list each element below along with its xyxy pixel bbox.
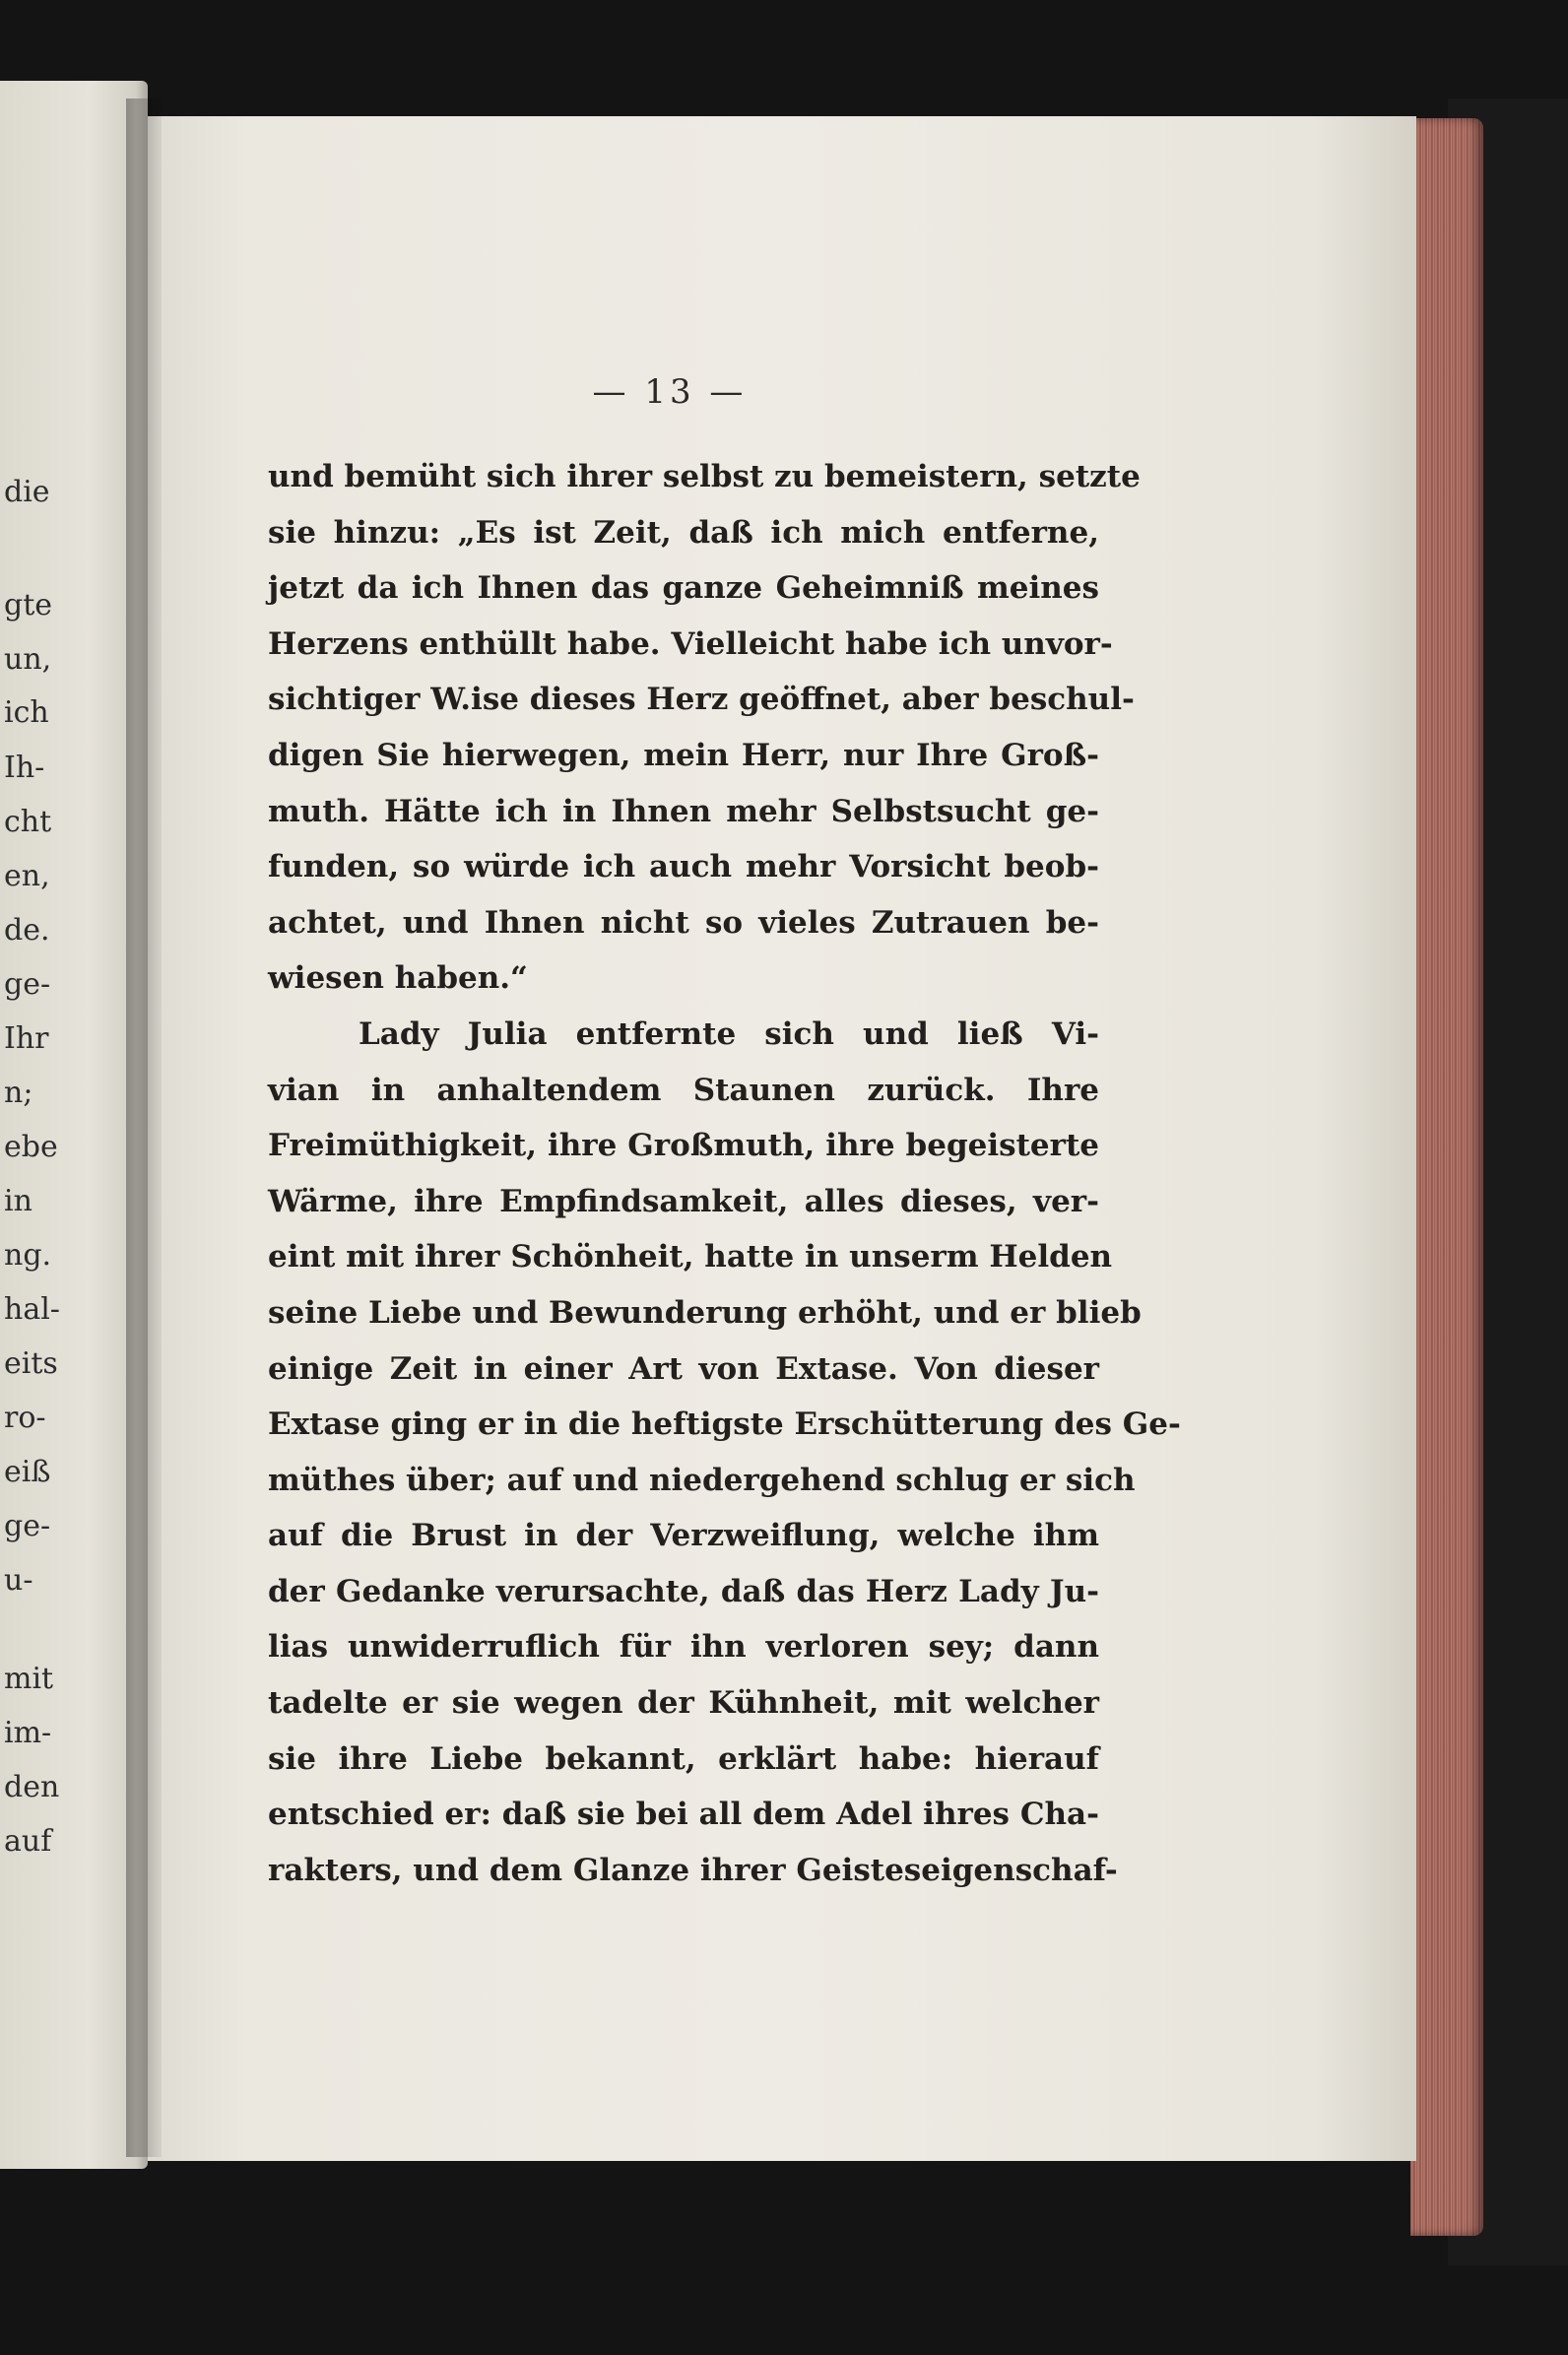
text-line: müthes über; auf und niedergehend schlug er sich — [268, 1462, 1136, 1498]
text-line: der Gedanke verursachte, daß das Herz Lady Ju- — [268, 1573, 1099, 1609]
text-line: jetzt da ich Ihnen das ganze Geheimniß meines — [268, 570, 1099, 607]
margin-fragment: ro- — [4, 1401, 46, 1435]
margin-fragment: mit — [4, 1662, 54, 1696]
margin-fragment: den — [4, 1770, 60, 1804]
text-line: lias unwiderruflich für ihn verloren sey; dann — [268, 1629, 1099, 1666]
margin-fragment: die — [4, 475, 50, 509]
text-line: Lady Julia entfernte sich und ließ Vi- — [359, 1015, 1099, 1052]
text-line: auf die Brust in der Verzweiflung, welche ihm — [268, 1518, 1099, 1554]
margin-fragment: ich — [4, 695, 49, 730]
text-line: und bemüht sich ihrer selbst zu bemeistern, setzte — [268, 459, 1141, 494]
text-line: tadelte er sie wegen der Kühnheit, mit welcher — [268, 1685, 1099, 1722]
text-line: Extase ging er in die heftigste Erschütterung des Ge- — [268, 1406, 1181, 1443]
text-line: sie ihre Liebe bekannt, erklärt habe: hierauf — [268, 1740, 1099, 1777]
text-line: vian in anhaltendem Staunen zurück. Ihre — [268, 1072, 1099, 1108]
margin-fragment: auf — [4, 1824, 52, 1859]
text-line: digen Sie hierwegen, mein Herr, nur Ihre Groß- — [268, 737, 1099, 773]
text-line: Wärme, ihre Empfindsamkeit, alles dieses, ver- — [268, 1183, 1099, 1219]
margin-fragment: Ih- — [4, 751, 45, 785]
text-line: funden, so würde ich auch mehr Vorsicht beob- — [268, 849, 1099, 885]
margin-fragment: ge- — [4, 967, 51, 1002]
margin-fragment: u- — [4, 1563, 33, 1598]
margin-fragment: un, — [4, 642, 52, 677]
text-line: entschied er: daß sie bei all dem Adel ihres Cha- — [268, 1797, 1099, 1833]
margin-fragment: en, — [4, 859, 50, 893]
margin-fragment: gte — [4, 588, 53, 622]
margin-fragment: eiß — [4, 1455, 51, 1489]
gutter-shadow — [126, 98, 162, 2157]
text-line: sie hinzu: „Es ist Zeit, daß ich mich entferne, — [268, 514, 1099, 551]
text-line: achtet, und Ihnen nicht so vieles Zutrauen be- — [268, 904, 1099, 941]
text-line: muth. Hätte ich in Ihnen mehr Selbstsucht ge- — [268, 793, 1099, 829]
margin-fragment: ge- — [4, 1509, 51, 1543]
text-line: rakters, und dem Glanze ihrer Geisteseigenschaf- — [268, 1852, 1118, 1888]
text-line: einige Zeit in einer Art von Extase. Von dieser — [268, 1350, 1099, 1387]
text-line: Freimüthigkeit, ihre Großmuth, ihre begeisterte — [268, 1128, 1099, 1164]
text-line: Herzens enthüllt habe. Vielleicht habe ich unvor- — [268, 625, 1113, 662]
text-line: wiesen haben.“ — [268, 960, 528, 997]
text-line: eint mit ihrer Schönheit, hatte in unserm Helden — [268, 1239, 1113, 1276]
margin-fragment: n; — [4, 1076, 33, 1110]
margin-fragment: im- — [4, 1716, 52, 1750]
page-block-edge — [1410, 118, 1483, 2236]
margin-fragment: de. — [4, 913, 50, 948]
text-line: seine Liebe und Bewunderung erhöht, und er blieb — [268, 1294, 1142, 1331]
page-number-header: — 13 — — [592, 372, 748, 412]
margin-fragment: ebe — [4, 1130, 58, 1164]
text-line: sichtiger W.ise dieses Herz geöffnet, aber beschul- — [268, 682, 1135, 718]
margin-fragment: eits — [4, 1346, 58, 1381]
page-body-text — [268, 449, 1181, 1898]
margin-fragment: cht — [4, 805, 52, 839]
margin-fragment: in — [4, 1184, 33, 1218]
margin-fragment: Ihr — [4, 1021, 49, 1056]
margin-fragment: ng. — [4, 1238, 52, 1273]
margin-fragment: hal- — [4, 1292, 60, 1327]
